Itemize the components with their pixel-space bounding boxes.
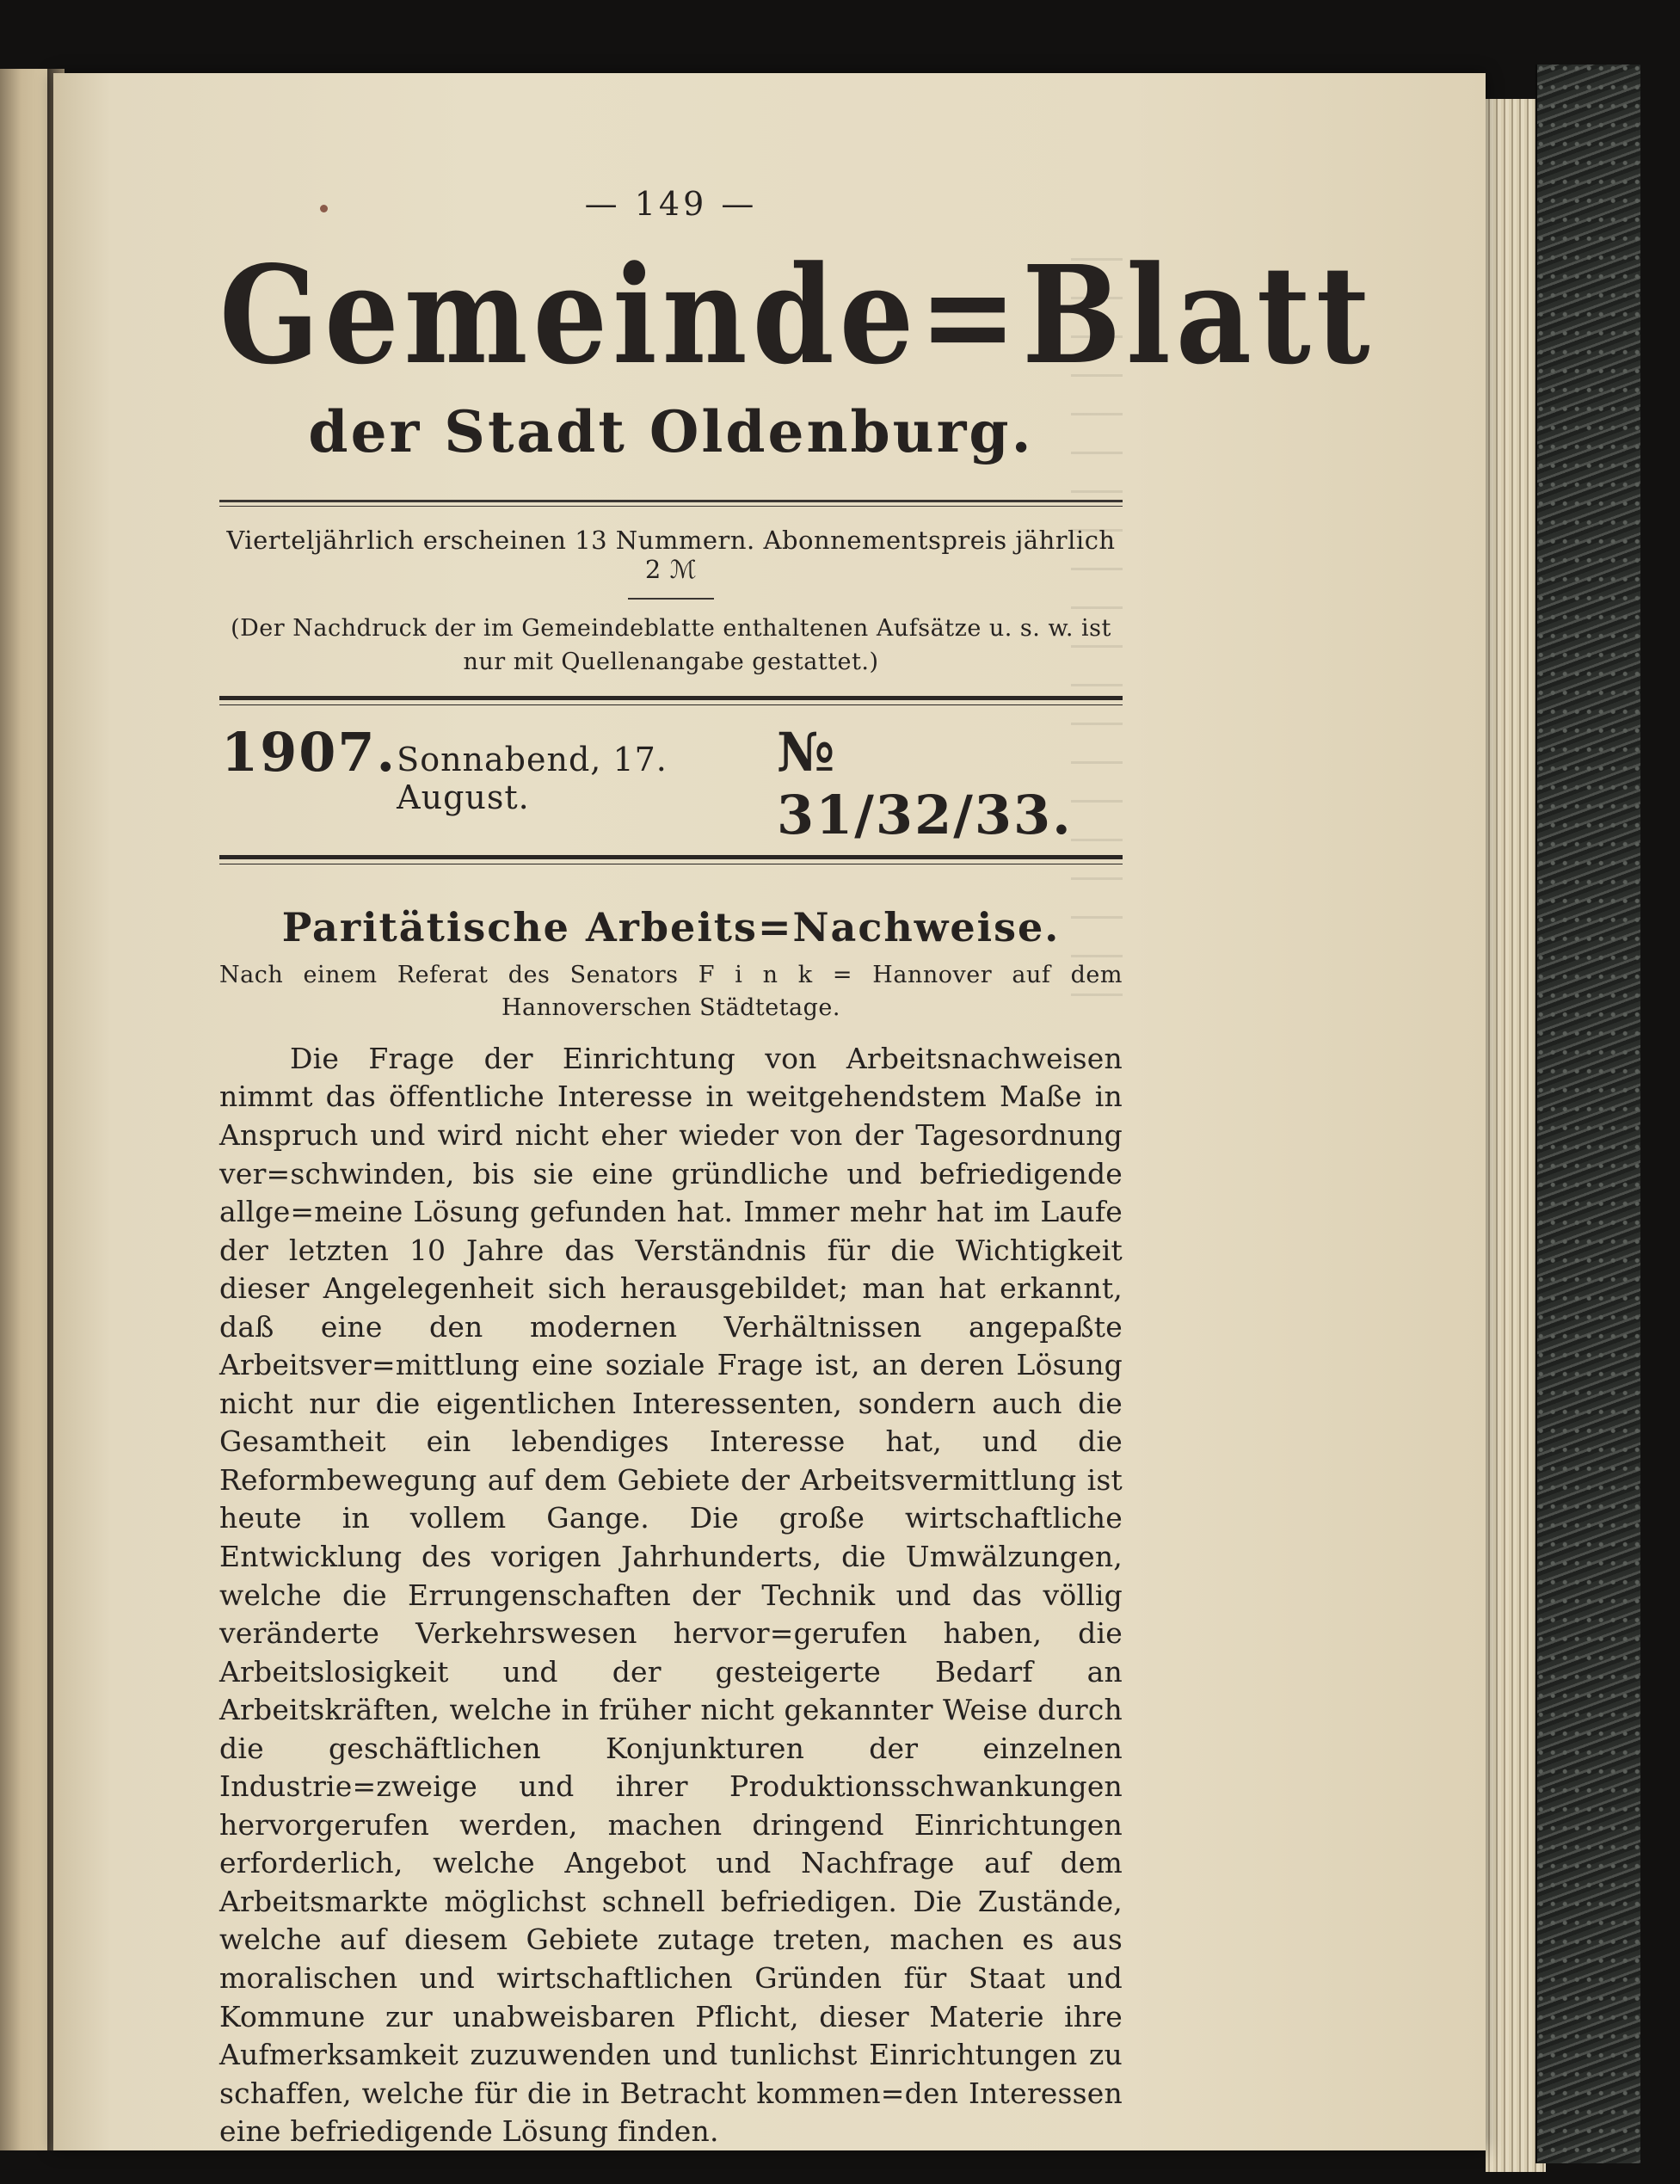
masthead-subtitle: der Stadt Oldenburg. (308, 398, 1034, 465)
masthead-rule (219, 500, 1123, 507)
issue-date: Sonnabend, 17. August. (397, 741, 668, 817)
article-subtitle: Nach einem Referat des Senators F i n k = Hannover auf dem Hannoverschen Städtetage. (219, 962, 1123, 1022)
masthead-title: Gemeinde=Blatt (219, 237, 1375, 395)
issue-year: 1907. (221, 721, 397, 784)
page-number: — 149 — (584, 185, 758, 223)
left-page-edge (0, 69, 49, 2150)
article-title: Paritätische Arbeits=Nachweise. (281, 904, 1061, 951)
subscription-info: Vierteljährlich erscheinen 13 Nummern. Abonnementspreis jährlich 2 ℳ (226, 526, 1116, 584)
issue-number: № 31/32/33. (777, 721, 1073, 847)
article-body: Die Frage der Einrichtung von Arbeitsnachweisen nimmt das öffentliche Interesse in weitgehendstem Maße in Anspruch und wird nicht eher wieder von der Tagesordnung ver=schwinden, bis sie eine gründliche und befriedigende allge=meine Lösung gefunden hat. Immer mehr hat im Laufe der letzten 10 Jahre das Verständnis für die Wichtigkeit dieser Angelegenheit sich herausgebildet; man hat erkannt, daß eine den modernen Verhältnissen angepaßte Arbeitsver=mittlung eine soziale Frage ist, an deren Lösung nicht nur die eigentlichen Interessenten, sondern auch die Gesamtheit ein lebendiges Interesse hat, und die Reformbewegung auf dem Gebiete der Arbeitsvermittlung ist heute in vollem Gange. Die große wirtschaftliche Entwicklung des vorigen Jahrhunderts, die Umwälzungen, welche die Errungenschaften der Technik und das völlig veränderte Verkehrswesen hervor=gerufen haben, die Arbeitslosigkeit und der gesteigerte Bedarf an Arbeitskräften, welche in früher nicht gekannter Weise durch die geschäftlichen Konjunkturen der einzelnen Industrie=zweige und ihrer Produktionsschwankungen hervorgerufen werden, machen dringend Einrichtungen erforderlich, welche Angebot und Nachfrage auf dem Arbeitsmarkte möglichst schnell befriedigen. Die Zustände, welche auf diesem Gebiete zutage treten, machen es aus moralischen und wirtschaftlichen Gründen für Staat und Kommune zur unabweisbaren Pflicht, dieser Materie ihre Aufmerksamkeit zuzuwenden und tunlichst Einrichtungen zu schaffen, welche für die in Betracht kommen=den Interessen eine befriedigende Lösung finden. (219, 1041, 1123, 2149)
page-content (219, 185, 1375, 2151)
issue-rule-bottom (219, 855, 1123, 864)
marbled-cover-board (1535, 65, 1640, 2163)
reprint-notice: (Der Nachdruck der im Gemeindeblatte enthaltenen Aufsätze u. s. w. ist nur mit Quellenangabe gestattet.) (231, 615, 1111, 676)
short-divider (628, 598, 714, 600)
issue-line (219, 721, 1123, 846)
issue-rule-top (219, 696, 1123, 705)
